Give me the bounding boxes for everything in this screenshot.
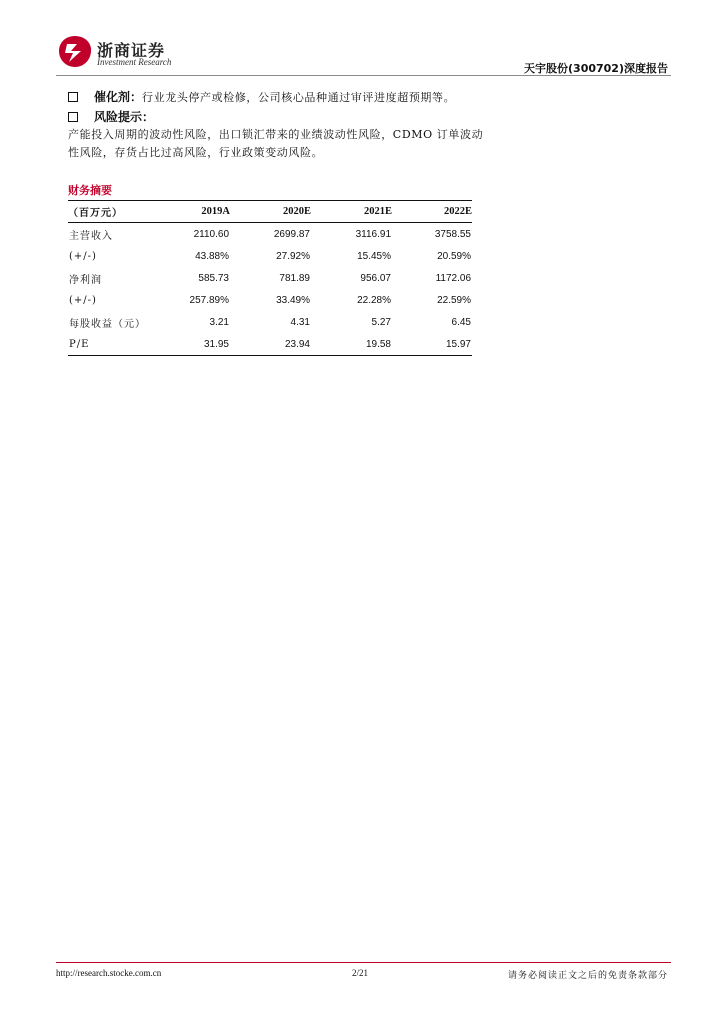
risk-paragraph: 产能投入周期的波动性风险，出口锁汇带来的业绩波动性风险，CDMO 订单波动性风险，存货占比过高风险，行业政策变动风险。	[68, 128, 484, 159]
table-cell: 6.45	[451, 316, 471, 328]
column-header: （百万元）	[68, 201, 150, 223]
checkbox-bullet-icon	[68, 92, 78, 102]
column-header: 2019A	[150, 201, 230, 223]
table-row	[68, 311, 472, 333]
table-header-row	[68, 201, 472, 223]
table-row	[68, 223, 472, 246]
row-label: 净利润	[69, 274, 102, 286]
bullet-key: 催化剂：	[94, 90, 143, 104]
table-cell: 1172.06	[435, 272, 471, 284]
table-cell: 257.89%	[189, 294, 229, 306]
footer-url-link[interactable]: http://research.stocke.com.cn	[56, 968, 162, 978]
table-cell: 2699.87	[273, 228, 310, 240]
table-row	[68, 289, 472, 311]
column-header: 2020E	[230, 201, 311, 223]
column-header: 2022E	[392, 201, 472, 223]
table-cell: 4.31	[290, 316, 310, 328]
table-cell: 31.95	[150, 333, 230, 356]
row-label: (+/-)	[69, 250, 97, 262]
footer-divider	[56, 962, 671, 963]
table-row	[68, 245, 472, 267]
row-label: 主营收入	[69, 230, 113, 242]
table-row	[68, 267, 472, 289]
page-number: 2/21	[352, 968, 369, 978]
report-title: 天宇股份(300702)深度报告	[524, 62, 668, 75]
column-header: 2021E	[311, 201, 392, 223]
table-cell: 22.28%	[357, 294, 391, 306]
checkbox-bullet-icon	[68, 112, 78, 122]
table-cell: 2110.60	[193, 228, 229, 240]
table-cell: 22.59%	[437, 294, 471, 306]
table-row	[68, 333, 472, 356]
section-title: 财务摘要	[68, 184, 112, 197]
table-cell: 23.94	[230, 333, 311, 356]
header-divider	[56, 75, 671, 76]
table-cell: 33.49%	[276, 294, 310, 306]
table-cell: 3116.91	[355, 228, 391, 240]
table-cell: 43.88%	[195, 250, 229, 262]
table-cell: 585.73	[198, 272, 229, 284]
table-cell: 5.27	[371, 316, 391, 328]
table-cell: 15.97	[392, 333, 472, 356]
table-cell: 3758.55	[434, 228, 471, 240]
logo-name-cn: 浙商证券	[97, 41, 166, 60]
footer-disclaimer: 请务必阅读正文之后的免责条款部分	[507, 971, 668, 981]
table-cell: 19.58	[311, 333, 392, 356]
table-cell: 956.07	[360, 272, 391, 284]
bullet-text: 行业龙头停产或检修，公司核心品种通过审评进度超预期等。	[142, 91, 456, 104]
financial-summary-table	[68, 200, 472, 356]
company-logo-icon	[57, 34, 93, 68]
table-cell: 3.21	[209, 316, 229, 328]
table-cell: 781.89	[279, 272, 310, 284]
table-cell: 27.92%	[276, 250, 310, 262]
catalyst-bullet	[68, 88, 455, 105]
row-label: P/E	[68, 333, 150, 356]
bullet-key: 风险提示：	[94, 110, 155, 124]
row-label: 每股收益（元）	[69, 318, 146, 330]
table-cell: 20.59%	[437, 250, 471, 262]
table-cell: 15.45%	[357, 250, 391, 262]
logo-name-en: Investment Research	[97, 57, 172, 67]
row-label: (+/-)	[69, 294, 97, 306]
risk-bullet	[68, 108, 154, 125]
